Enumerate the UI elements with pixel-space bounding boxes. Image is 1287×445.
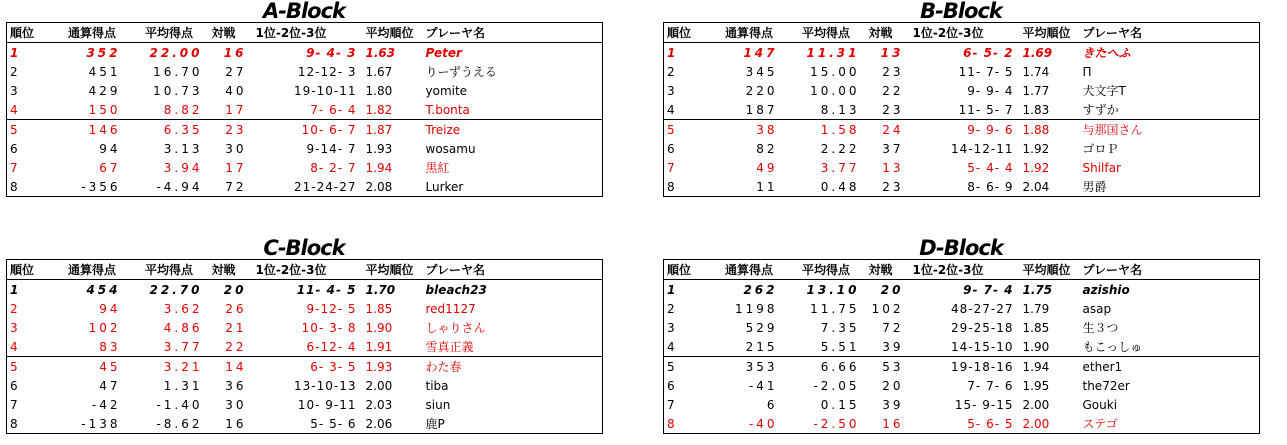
- average-rank-cell: 2.06: [365, 416, 393, 431]
- rank-cell: 5: [7, 357, 55, 377]
- rank-cell: 2: [10, 64, 18, 79]
- average-rank-cell: 1.87: [363, 120, 423, 140]
- total-score-cell: 83: [99, 339, 121, 354]
- average-rank-cell: 1.69: [1022, 45, 1053, 60]
- table-row: [7, 299, 603, 318]
- average-score-cell: -2.05: [813, 378, 860, 393]
- table-row: [664, 337, 1260, 357]
- placement-record-cell: 5- 5- 6: [310, 416, 357, 431]
- average-score-header: 平均得点: [784, 23, 866, 43]
- average-score-header: 平均得点: [127, 260, 209, 280]
- placement-record-cell: 13-10-13: [294, 378, 357, 393]
- header-row: [664, 260, 1260, 280]
- average-score-cell: 1.31: [163, 378, 203, 393]
- table-row: [664, 62, 1260, 81]
- average-rank-cell: 2.00: [1022, 397, 1050, 412]
- rank-cell: 7: [10, 160, 18, 175]
- block-title: D-Block: [919, 236, 1003, 260]
- average-rank-cell: 1.75: [1022, 282, 1053, 297]
- total-score-cell: 45: [55, 357, 127, 377]
- rank-header: 順位: [7, 23, 55, 43]
- total-score-cell: 429: [88, 83, 121, 98]
- average-rank-cell: 1.92: [1022, 141, 1050, 156]
- average-rank-cell: 1.83: [1022, 102, 1050, 117]
- player-name-header: プレーヤ名: [423, 23, 603, 43]
- games-cell: 23: [882, 102, 904, 117]
- player-name-cell: きたへふ: [1082, 46, 1131, 60]
- average-rank-cell: 1.74: [1022, 64, 1050, 79]
- block-title: A-Block: [262, 0, 345, 23]
- rank-cell: 4: [10, 339, 18, 354]
- rank-cell: 4: [10, 102, 18, 117]
- placement-record-cell: 8- 6- 9: [967, 179, 1014, 194]
- table-row: [664, 177, 1260, 197]
- rank-cell: 4: [667, 339, 675, 354]
- total-score-cell: 262: [743, 282, 778, 297]
- ranking-table: [6, 259, 603, 434]
- placement-record-cell: 7- 6- 4: [310, 102, 357, 117]
- average-score-cell: 22.00: [149, 45, 203, 60]
- games-cell: 20: [882, 378, 904, 393]
- player-name-cell: しゃりさん: [425, 321, 486, 335]
- placement-record-cell: 7- 7- 6: [967, 378, 1014, 393]
- table-row: [7, 120, 603, 140]
- games-cell: 22: [225, 339, 247, 354]
- player-name-cell: ゴロＰ: [1082, 142, 1119, 156]
- table-row: [664, 158, 1260, 177]
- table-row: [7, 376, 603, 395]
- rank-cell: 5: [7, 120, 55, 140]
- total-score-cell: 454: [86, 282, 121, 297]
- table-row: [7, 62, 603, 81]
- average-score-cell: 2.22: [820, 141, 860, 156]
- rank-cell: 7: [10, 397, 18, 412]
- average-score-cell: 4.86: [163, 320, 203, 335]
- average-score-cell: 11.75: [810, 301, 860, 316]
- player-name-cell: asap: [1082, 301, 1112, 316]
- table-row: [7, 158, 603, 177]
- player-name-header: プレーヤ名: [1080, 23, 1260, 43]
- block-title: C-Block: [263, 236, 345, 260]
- average-score-header: 平均得点: [784, 260, 866, 280]
- placement-record-cell: 9- 9- 6: [910, 120, 1020, 140]
- average-rank-cell: 1.85: [365, 301, 393, 316]
- ranking-table: [6, 22, 603, 197]
- player-name-cell: siun: [425, 397, 451, 412]
- average-score-cell: 3.94: [163, 160, 203, 175]
- total-score-cell: 220: [745, 83, 778, 98]
- player-name-cell: 鹿P: [425, 417, 445, 431]
- rank-cell: 5: [664, 120, 712, 140]
- average-score-cell: 3.21: [127, 357, 209, 377]
- games-header: 対戦: [209, 23, 253, 43]
- total-score-cell: 451: [88, 64, 121, 79]
- placement-record-cell: 9- 7- 4: [963, 282, 1014, 297]
- placement-record-cell: 29-25-18: [951, 320, 1014, 335]
- rank-cell: 2: [667, 301, 675, 316]
- total-score-cell: 345: [745, 64, 778, 79]
- games-cell: 20: [223, 282, 247, 297]
- average-rank-cell: 1.93: [363, 357, 423, 377]
- games-cell: 40: [225, 83, 247, 98]
- games-cell: 36: [225, 378, 247, 393]
- placement-record-cell: 9- 4- 3: [306, 45, 357, 60]
- average-score-cell: 3.77: [820, 160, 860, 175]
- placement-record-cell: 19-18-16: [910, 357, 1020, 377]
- total-score-cell: 150: [88, 102, 121, 117]
- games-cell: 37: [882, 141, 904, 156]
- table-row: [7, 414, 603, 434]
- table-row: [664, 100, 1260, 120]
- total-score-cell: 47: [99, 378, 121, 393]
- average-score-cell: 22.70: [149, 282, 203, 297]
- placement-record-cell: 11- 5- 7: [958, 102, 1014, 117]
- average-rank-cell: 1.77: [1022, 83, 1050, 98]
- placement-record-cell: 21-24-27: [294, 179, 357, 194]
- table-row: [664, 81, 1260, 100]
- average-rank-cell: 2.08: [365, 179, 393, 194]
- player-name-cell: わた春: [423, 357, 603, 377]
- placement-record-cell: 14-12-11: [951, 141, 1014, 156]
- placement-record-cell: 6- 3- 5: [253, 357, 363, 377]
- average-rank-cell: 1.82: [365, 102, 393, 117]
- total-score-cell: 187: [745, 102, 778, 117]
- total-score-cell: 215: [745, 339, 778, 354]
- table-row: [7, 395, 603, 414]
- rank-cell: 2: [10, 301, 18, 316]
- placement-record-cell: 10- 3- 8: [301, 320, 357, 335]
- placement-record-cell: 5- 4- 4: [967, 160, 1014, 175]
- player-name-cell: yomite: [425, 83, 468, 98]
- rank-header: 順位: [7, 260, 55, 280]
- average-score-cell: -2.50: [813, 416, 860, 431]
- average-rank-cell: 1.85: [1022, 320, 1050, 335]
- player-name-cell: Shilfar: [1082, 160, 1121, 175]
- games-cell: 13: [880, 45, 904, 60]
- placement-record-cell: 10- 9-11: [297, 397, 357, 412]
- average-score-cell: -8.62: [156, 416, 203, 431]
- rank-cell: 3: [667, 83, 675, 98]
- player-name-cell: もこっしゅ: [1082, 340, 1143, 354]
- table-row: [664, 120, 1260, 140]
- rank-cell: 1: [10, 282, 19, 297]
- header-row: [664, 23, 1260, 43]
- average-score-cell: 7.35: [820, 320, 860, 335]
- player-name-cell: 与那国さん: [1080, 120, 1260, 140]
- rank-cell: 6: [10, 141, 18, 156]
- placement-record-header: 1位-2位-3位: [910, 260, 1020, 280]
- games-cell: 39: [882, 397, 904, 412]
- total-score-cell: 146: [55, 120, 127, 140]
- rank-header: 順位: [664, 23, 712, 43]
- average-rank-cell: 1.94: [365, 160, 393, 175]
- games-cell: 17: [225, 160, 247, 175]
- player-name-cell: tiba: [425, 378, 449, 393]
- placement-record-cell: 48-27-27: [951, 301, 1014, 316]
- average-score-cell: 8.82: [163, 102, 203, 117]
- average-score-cell: 0.15: [820, 397, 860, 412]
- player-name-cell: Treize: [423, 120, 603, 140]
- total-score-cell: -42: [91, 397, 121, 412]
- table-row: [664, 43, 1260, 63]
- header-row: [7, 260, 603, 280]
- games-cell: 30: [225, 397, 247, 412]
- games-cell: 23: [882, 64, 904, 79]
- rank-cell: 6: [667, 141, 675, 156]
- rank-header: 順位: [664, 260, 712, 280]
- total-score-cell: -40: [748, 416, 778, 431]
- games-cell: 16: [225, 416, 247, 431]
- table-row: [664, 280, 1260, 300]
- rank-cell: 1: [667, 45, 676, 60]
- total-score-cell: 94: [99, 141, 121, 156]
- games-header: 対戦: [866, 23, 910, 43]
- placement-record-cell: 11- 7- 5: [958, 64, 1014, 79]
- average-rank-cell: 1.95: [1022, 378, 1050, 393]
- average-rank-header: 平均順位: [363, 23, 423, 43]
- rank-cell: 2: [667, 64, 675, 79]
- games-cell: 20: [880, 282, 904, 297]
- average-score-cell: 0.48: [820, 179, 860, 194]
- total-score-cell: 102: [88, 320, 121, 335]
- games-cell: 24: [866, 120, 910, 140]
- table-row: [664, 395, 1260, 414]
- placement-record-cell: 15- 9-15: [954, 397, 1014, 412]
- block-title: B-Block: [920, 0, 1002, 23]
- table-row: [7, 139, 603, 158]
- ranking-table: [663, 22, 1260, 197]
- rank-cell: 5: [664, 357, 712, 377]
- placement-record-header: 1位-2位-3位: [253, 260, 363, 280]
- player-name-cell: wosamu: [425, 141, 476, 156]
- player-name-cell: T.bonta: [425, 102, 470, 117]
- average-rank-cell: 1.70: [365, 282, 396, 297]
- average-rank-cell: 1.90: [1022, 339, 1050, 354]
- average-score-cell: 16.70: [153, 64, 203, 79]
- player-name-cell: red1127: [425, 301, 476, 316]
- games-cell: 16: [223, 45, 247, 60]
- placement-record-header: 1位-2位-3位: [910, 23, 1020, 43]
- total-score-header: 通算得点: [55, 260, 127, 280]
- average-rank-cell: 1.63: [365, 45, 396, 60]
- games-cell: 27: [225, 64, 247, 79]
- player-name-cell: ether1: [1080, 357, 1260, 377]
- player-name-cell: the72er: [1082, 378, 1130, 393]
- player-name-cell: 黒紅: [425, 161, 450, 175]
- rank-cell: 6: [667, 378, 675, 393]
- average-rank-cell: 2.00: [1022, 416, 1050, 431]
- average-score-cell: 1.58: [784, 120, 866, 140]
- rank-cell: 3: [10, 320, 18, 335]
- average-score-cell: -4.94: [156, 179, 203, 194]
- games-cell: 17: [225, 102, 247, 117]
- rank-cell: 3: [667, 320, 675, 335]
- average-rank-cell: 2.00: [365, 378, 393, 393]
- games-cell: 72: [882, 320, 904, 335]
- placement-record-header: 1位-2位-3位: [253, 23, 363, 43]
- average-rank-header: 平均順位: [1020, 23, 1080, 43]
- table-row: [7, 318, 603, 337]
- table-row: [664, 318, 1260, 337]
- games-cell: 23: [882, 179, 904, 194]
- player-name-cell: bleach23: [425, 282, 487, 297]
- average-score-cell: 11.31: [806, 45, 860, 60]
- average-score-cell: 3.13: [163, 141, 203, 156]
- average-rank-cell: 1.80: [365, 83, 393, 98]
- player-name-cell: すずか: [1082, 103, 1119, 117]
- average-rank-cell: 2.03: [365, 397, 393, 412]
- average-rank-cell: 1.92: [1022, 160, 1050, 175]
- total-score-cell: 353: [712, 357, 784, 377]
- player-name-cell: 雪真正義: [425, 340, 474, 354]
- player-name-cell: Gouki: [1082, 397, 1118, 412]
- games-cell: 26: [225, 301, 247, 316]
- games-cell: 39: [882, 339, 904, 354]
- table-row: [7, 81, 603, 100]
- table-row: [7, 43, 603, 63]
- games-cell: 21: [225, 320, 247, 335]
- total-score-cell: -41: [748, 378, 778, 393]
- games-cell: 72: [225, 179, 247, 194]
- player-name-cell: 生３つ: [1082, 321, 1119, 335]
- games-header: 対戦: [209, 260, 253, 280]
- games-header: 対戦: [866, 260, 910, 280]
- total-score-cell: 94: [99, 301, 121, 316]
- total-score-header: 通算得点: [55, 23, 127, 43]
- total-score-cell: 49: [756, 160, 778, 175]
- games-cell: 30: [225, 141, 247, 156]
- player-name-cell: Lurker: [425, 179, 464, 194]
- average-score-cell: 3.62: [163, 301, 203, 316]
- placement-record-cell: 10- 6- 7: [253, 120, 363, 140]
- table-row: [7, 177, 603, 197]
- games-cell: 53: [866, 357, 910, 377]
- total-score-header: 通算得点: [712, 260, 784, 280]
- table-row: [7, 357, 603, 377]
- placement-record-cell: 9- 9- 4: [967, 83, 1014, 98]
- player-name-header: プレーヤ名: [423, 260, 603, 280]
- placement-record-cell: 6- 5- 2: [963, 45, 1014, 60]
- average-score-cell: 3.77: [163, 339, 203, 354]
- games-cell: 14: [209, 357, 253, 377]
- rank-cell: 7: [667, 397, 675, 412]
- rank-cell: 1: [10, 45, 19, 60]
- rank-cell: 8: [667, 416, 675, 431]
- table-row: [664, 357, 1260, 377]
- rank-cell: 1: [667, 282, 676, 297]
- games-cell: 23: [209, 120, 253, 140]
- average-rank-cell: 1.93: [365, 141, 393, 156]
- average-score-cell: 8.13: [820, 102, 860, 117]
- table-row: [664, 376, 1260, 395]
- total-score-cell: 11: [756, 179, 778, 194]
- games-cell: 22: [882, 83, 904, 98]
- table-row: [7, 337, 603, 357]
- average-score-cell: -1.40: [156, 397, 203, 412]
- player-name-cell: П: [1082, 64, 1092, 79]
- placement-record-cell: 11- 4- 5: [296, 282, 357, 297]
- average-rank-header: 平均順位: [1020, 260, 1080, 280]
- player-name-cell: azishio: [1082, 282, 1130, 297]
- total-score-cell: 1198: [734, 301, 778, 316]
- ranking-table: [663, 259, 1260, 434]
- rank-cell: 6: [10, 378, 18, 393]
- placement-record-cell: 8- 2- 7: [310, 160, 357, 175]
- total-score-cell: 352: [86, 45, 121, 60]
- placement-record-cell: 14-15-10: [951, 339, 1014, 354]
- rank-cell: 7: [667, 160, 675, 175]
- rank-cell: 8: [10, 416, 18, 431]
- average-score-cell: 10.73: [153, 83, 203, 98]
- player-name-header: プレーヤ名: [1080, 260, 1260, 280]
- total-score-cell: 67: [99, 160, 121, 175]
- table-row: [664, 414, 1260, 434]
- player-name-cell: Peter: [425, 45, 462, 60]
- total-score-header: 通算得点: [712, 23, 784, 43]
- table-row: [664, 299, 1260, 318]
- rank-cell: 8: [667, 179, 675, 194]
- player-name-cell: りーずうえる: [425, 65, 497, 79]
- average-rank-cell: 2.04: [1022, 179, 1050, 194]
- rank-cell: 3: [10, 83, 18, 98]
- games-cell: 16: [882, 416, 904, 431]
- average-rank-cell: 1.67: [365, 64, 393, 79]
- total-score-cell: 147: [743, 45, 778, 60]
- total-score-cell: 82: [756, 141, 778, 156]
- rank-cell: 8: [10, 179, 18, 194]
- total-score-cell: -138: [81, 416, 121, 431]
- average-score-cell: 6.35: [127, 120, 209, 140]
- placement-record-cell: 19-10-11: [294, 83, 357, 98]
- average-rank-cell: 1.79: [1022, 301, 1050, 316]
- placement-record-cell: 9-14- 7: [306, 141, 357, 156]
- games-cell: 13: [882, 160, 904, 175]
- table-row: [664, 139, 1260, 158]
- average-score-cell: 10.00: [810, 83, 860, 98]
- average-rank-header: 平均順位: [363, 260, 423, 280]
- placement-record-cell: 6-12- 4: [306, 339, 357, 354]
- total-score-cell: 6: [766, 397, 778, 412]
- player-name-cell: 男爵: [1082, 180, 1107, 194]
- total-score-cell: 38: [712, 120, 784, 140]
- placement-record-cell: 9-12- 5: [306, 301, 357, 316]
- average-score-cell: 5.51: [820, 339, 860, 354]
- average-rank-cell: 1.94: [1020, 357, 1080, 377]
- placement-record-cell: 12-12- 3: [297, 64, 357, 79]
- total-score-cell: -356: [81, 179, 121, 194]
- average-score-cell: 13.10: [806, 282, 860, 297]
- player-name-cell: ステゴ: [1082, 417, 1118, 431]
- placement-record-cell: 5- 6- 5: [967, 416, 1014, 431]
- total-score-cell: 529: [745, 320, 778, 335]
- player-name-cell: 犬文字T: [1082, 84, 1126, 98]
- table-row: [7, 100, 603, 120]
- average-rank-cell: 1.91: [365, 339, 393, 354]
- average-score-header: 平均得点: [127, 23, 209, 43]
- games-cell: 102: [871, 301, 904, 316]
- average-score-cell: 6.66: [784, 357, 866, 377]
- average-rank-cell: 1.90: [365, 320, 393, 335]
- header-row: [7, 23, 603, 43]
- rank-cell: 4: [667, 102, 675, 117]
- table-row: [7, 280, 603, 300]
- average-score-cell: 15.00: [810, 64, 860, 79]
- average-rank-cell: 1.88: [1020, 120, 1080, 140]
